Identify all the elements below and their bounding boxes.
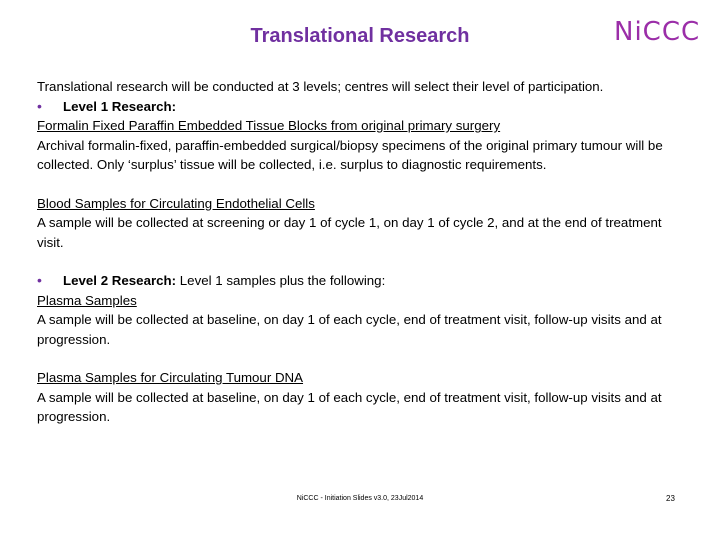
ctdna-heading: Plasma Samples for Circulating Tumour DNA	[37, 370, 304, 385]
bullet-icon: •	[37, 272, 42, 288]
plasma-body: A sample will be collected at baseline, on day 1 of each cycle, end of treatment visit, follow-up visits and at progression.	[37, 312, 662, 347]
footer-text: NiCCC - Initiation Slides v3.0, 23Jul2014	[296, 495, 424, 502]
cec-body: A sample will be collected at screening or day 1 of cycle 1, on day 1 of cycle 2, and at the end of treatment visit.	[37, 215, 662, 250]
spacer	[37, 175, 687, 194]
spacer	[37, 349, 687, 368]
page-title: Translational Research	[250, 25, 470, 47]
level1-heading: Level 1 Research:	[63, 98, 177, 114]
intro-text: Translational research will be conducted at 3 levels; centres will select their level of participation.	[37, 79, 604, 94]
bullet-icon: •	[37, 97, 42, 114]
spacer	[37, 252, 687, 271]
cec-heading: Blood Samples for Circulating Endothelial Cells	[37, 195, 315, 211]
slide-body	[37, 77, 687, 427]
page-number: 23	[666, 494, 675, 503]
level2-heading-rest: Level 1 samples plus the following:	[176, 273, 386, 288]
ffpe-body: Archival formalin-fixed, paraffin-embedded surgical/biopsy specimens of the original primary tumour will be collected. Only ‘surplus’ tissue will be collected, i.e. surplus to diagnostic requirements.	[37, 137, 663, 172]
ctdna-body: A sample will be collected at baseline, on day 1 of each cycle, end of treatment visit, follow-up visits and at progression.	[37, 389, 662, 424]
level1-bullet-line	[37, 97, 687, 117]
plasma-heading: Plasma Samples	[37, 292, 137, 308]
niccc-logo: NiCCC	[614, 17, 701, 47]
level2-bullet-line	[37, 271, 687, 291]
ffpe-heading: Formalin Fixed Paraffin Embedded Tissue Blocks from original primary surgery	[37, 118, 501, 133]
level2-heading: Level 2 Research:	[63, 273, 177, 288]
